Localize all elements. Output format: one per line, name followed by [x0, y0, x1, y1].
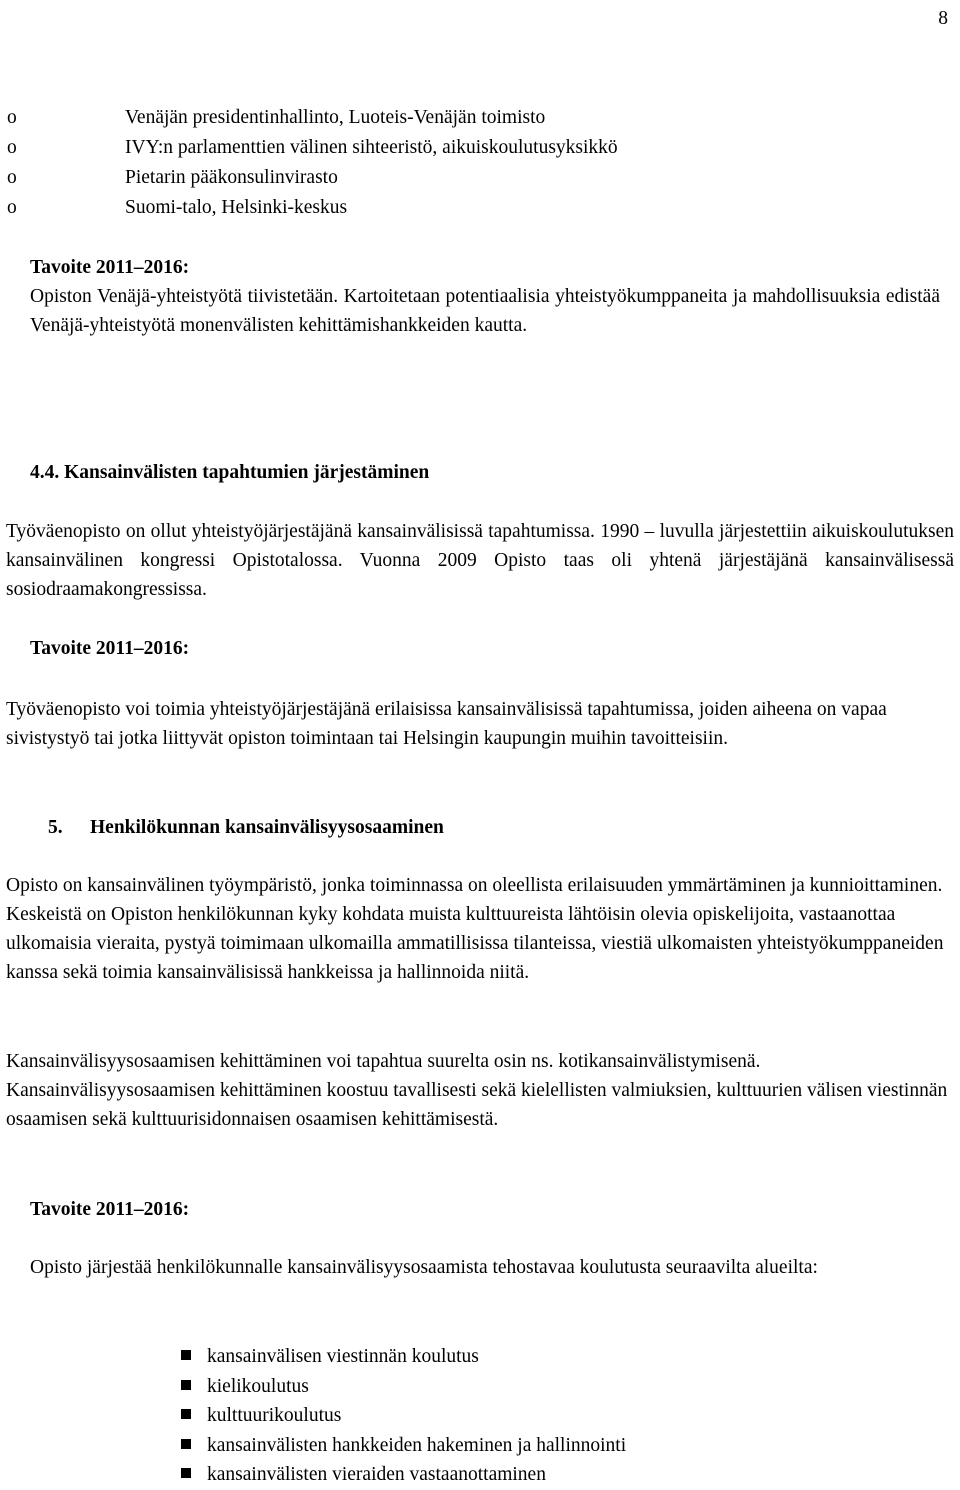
list-item: [7, 103, 907, 133]
list-item: [7, 193, 907, 223]
list-item: [180, 1401, 880, 1431]
list-item-text: kansainvälisten vieraiden vastaanottaminen: [207, 1464, 546, 1485]
list-item: [7, 133, 907, 163]
goal-label: Tavoite 2011–2016:: [30, 1199, 190, 1220]
section-heading: Henkilökunnan kansainvälisyysosaaminen: [90, 817, 444, 838]
list-item-text: kansainvälisten hankkeiden hakeminen ja hallinnointi: [207, 1434, 627, 1456]
list-item: [180, 1342, 880, 1372]
square-bullet-icon: [181, 1350, 191, 1360]
section-heading: 4.4. Kansainvälisten tapahtumien järjestäminen: [30, 462, 430, 483]
square-bullet-icon: [181, 1439, 191, 1449]
list-item: [180, 1460, 880, 1490]
circle-bullet-icon: o: [7, 197, 17, 218]
list-item-text: kulttuurikoulutus: [207, 1405, 342, 1426]
goal-label: Tavoite 2011–2016:: [30, 638, 190, 659]
list-item-text: Pietarin pääkonsulinvirasto: [125, 167, 338, 188]
goal-text: Opiston Venäjä-yhteistyötä tiivistetään. Kartoitetaan potentiaalisia yhteistyökumppaneita ja mahdollisuuksia edistää Venäjä-yhteistyötä monenvälisten kehittämishankkeiden kautta.: [30, 286, 940, 336]
goal-text: Opisto järjestää henkilökunnalle kansainvälisyysosaamista tehostavaa koulutusta seuraavilta alueilta:: [30, 1257, 818, 1278]
circle-bullet-icon: o: [7, 167, 17, 188]
list-item-text: Suomi-talo, Helsinki-keskus: [125, 197, 348, 218]
section-paragraph: Opisto on kansainvälinen työympäristö, jonka toiminnassa on oleellista erilaisuuden ymmärtäminen ja kunnioittaminen. Keskeistä on Opiston henkilökunnan kyky kohdata muista kulttuureista lähtöisin olevia opiskelijoita, vastaanottaa ulkomaisia vieraita, pystyä toimimaan ulkomailla ammatillisissa tilanteissa, viestiä ulkomaisten yhteistyökumppaneiden kanssa sekä toimia kansainvälisissä hankkeissa ja hallinnoida niitä.: [6, 875, 944, 983]
list-item: [180, 1431, 880, 1461]
list-item-text: Venäjän presidentinhallinto, Luoteis-Venäjän toimisto: [125, 107, 546, 128]
section-paragraph: Työväenopisto on ollut yhteistyöjärjestäjänä kansainvälisissä tapahtumissa. 1990 – luvulla järjestettiin aikuiskoulutuksen kansainvälinen kongressi Opistotalossa. Vuonna 2009 Opisto taas oli yhtenä järjestäjänä kansainvälisessä sosiodraamakongressissa.: [6, 521, 954, 600]
circle-bullet-icon: o: [7, 107, 17, 128]
square-bullet-icon: [181, 1380, 191, 1390]
list-item-text: kansainvälisen viestinnän koulutus: [207, 1346, 479, 1367]
circle-bullet-list: [7, 103, 907, 223]
section-number: 5.: [48, 817, 63, 838]
list-item: [180, 1372, 880, 1402]
square-bullet-icon: [181, 1468, 191, 1478]
list-item-text: kielikoulutus: [207, 1375, 309, 1397]
square-bullet-icon: [181, 1409, 191, 1419]
circle-bullet-icon: o: [7, 137, 17, 158]
square-bullet-list: [180, 1342, 880, 1490]
page-number: 8: [938, 8, 948, 29]
goal-text: Työväenopisto voi toimia yhteistyöjärjestäjänä erilaisissa kansainvälisissä tapahtumissa, joiden aiheena on vapaa sivistystyö tai jotka liittyvät opiston toimintaan tai Helsingin kaupungin muihin tavoitteisiin.: [6, 699, 887, 749]
section-paragraph: Kansainvälisyysosaamisen kehittäminen voi tapahtua suurelta osin ns. kotikansainvälistymisenä. Kansainvälisyysosaamisen kehittäminen koostuu tavallisesti sekä kielellisten valmiuksien, kulttuurien välisen viestinnän osaamisen sekä kulttuurisidonnaisen osaamisen kehittämisestä.: [6, 1051, 948, 1130]
list-item-text: IVY:n parlamenttien välinen sihteeristö, aikuiskoulutusyksikkö: [125, 137, 618, 158]
list-item: [7, 163, 907, 193]
goal-label: Tavoite 2011–2016:: [30, 257, 190, 278]
